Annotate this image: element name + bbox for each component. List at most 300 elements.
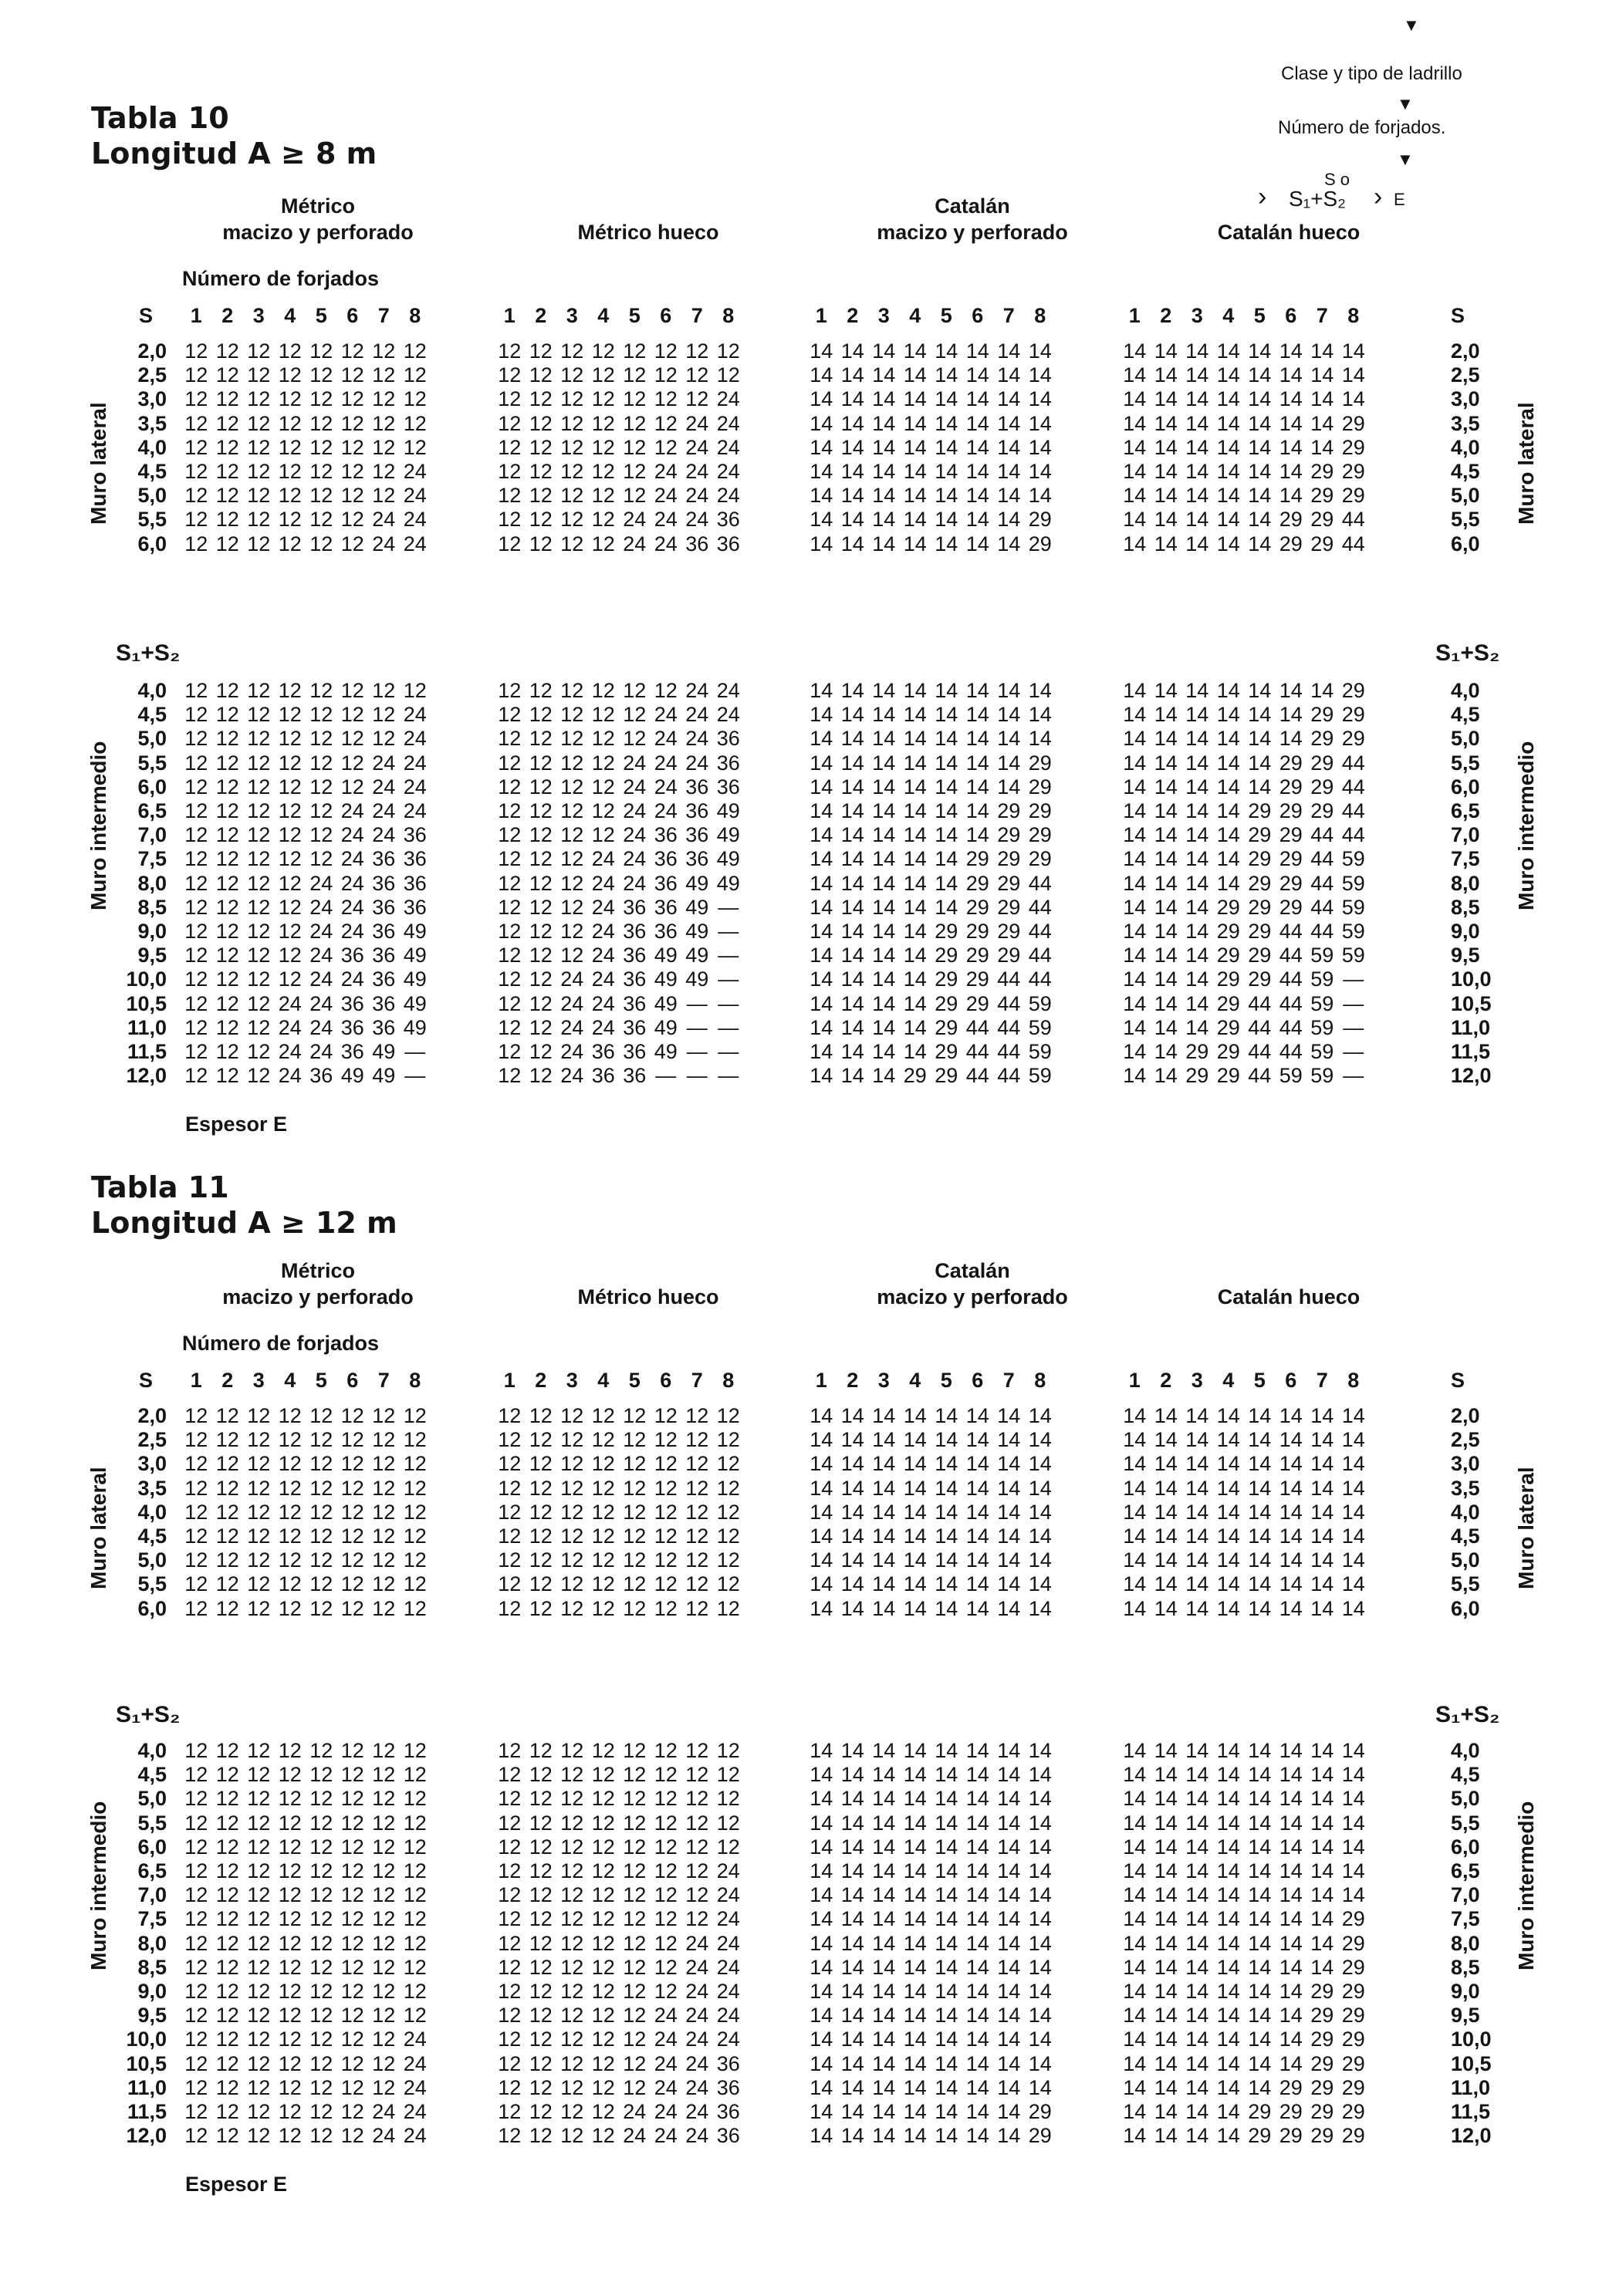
- table-cell: 12: [716, 1452, 740, 1476]
- table-cell: 12: [591, 1572, 615, 1596]
- table-cell: 24: [340, 920, 364, 943]
- table-cell: 14: [1154, 1500, 1178, 1524]
- table-cell: 12: [498, 920, 522, 943]
- table-cell: 14: [872, 411, 896, 435]
- table-cell: 14: [965, 508, 989, 532]
- table-cell: 14: [935, 2051, 958, 2075]
- table-cell: 14: [1123, 532, 1147, 555]
- table-cell: 14: [1310, 1596, 1334, 1620]
- table-cell: 24: [685, 2004, 709, 2028]
- table-cell: 14: [1028, 460, 1052, 483]
- group-line2: Métrico hueco: [577, 1285, 719, 1308]
- table-cell: 14: [1279, 2004, 1303, 2028]
- column-header-forjado: 7: [1002, 304, 1015, 327]
- table-cell: 14: [1185, 1476, 1209, 1500]
- table-cell: 14: [1248, 1835, 1272, 1859]
- table-cell: 12: [529, 435, 553, 459]
- table-cell: 14: [810, 2124, 833, 2148]
- row-s-value-right: 4,5: [1451, 1763, 1480, 1787]
- table-cell: 12: [309, 1500, 333, 1524]
- table-cell: 14: [997, 532, 1021, 555]
- table-cell: 12: [278, 363, 302, 387]
- table-cell: 14: [1279, 1404, 1303, 1427]
- table-cell: 14: [840, 727, 864, 751]
- row-s-value: 6,0: [137, 1835, 167, 1859]
- table-cell: 12: [278, 1404, 302, 1427]
- table-cell: 14: [1028, 1548, 1052, 1572]
- row-s-value: 8,5: [137, 895, 167, 919]
- table-cell: 14: [1216, 1452, 1240, 1476]
- table-cell: 14: [872, 363, 896, 387]
- table-cell: 24: [340, 967, 364, 991]
- table11-title: Tabla 11: [91, 1170, 229, 1204]
- table-cell: 44: [997, 991, 1021, 1015]
- table-cell: 14: [903, 1596, 927, 1620]
- table-cell: 12: [685, 1835, 709, 1859]
- table-cell: 12: [309, 799, 333, 822]
- table-cell: 14: [903, 435, 927, 459]
- table-cell: 24: [685, 2028, 709, 2051]
- table-cell: 14: [1028, 1955, 1052, 1979]
- row-s-value: 3,0: [137, 387, 167, 411]
- table-cell: 12: [372, 387, 396, 411]
- table-cell: 12: [560, 2075, 584, 2099]
- column-header-forjado: 7: [1002, 1369, 1015, 1392]
- table-cell: 12: [247, 1811, 271, 1835]
- row-s-value: 7,0: [137, 1883, 167, 1907]
- table-cell: 14: [1028, 1596, 1052, 1620]
- table-cell: 14: [1279, 679, 1303, 702]
- table-cell: 24: [685, 679, 709, 702]
- table-cell: 29: [1310, 2004, 1334, 2028]
- table-cell: 12: [247, 2028, 271, 2051]
- table-cell: 14: [872, 944, 896, 967]
- table-cell: 14: [935, 1787, 958, 1811]
- table-cell: 14: [1123, 2051, 1147, 2075]
- table-cell: 12: [372, 2051, 396, 2075]
- table-cell: 12: [215, 727, 239, 751]
- table-cell: 29: [1341, 484, 1365, 508]
- table-cell: 14: [1248, 460, 1272, 483]
- row-s-value-right: 5,0: [1451, 1787, 1480, 1811]
- table-cell: 12: [591, 1931, 615, 1955]
- table-cell: 12: [403, 411, 427, 435]
- table-cell: 14: [840, 1500, 864, 1524]
- table-cell: 12: [215, 1572, 239, 1596]
- table-cell: 29: [1248, 920, 1272, 943]
- row-s-value: 4,0: [137, 1739, 167, 1762]
- table-cell: 14: [1154, 871, 1178, 895]
- table-cell: 12: [215, 1859, 239, 1882]
- table-cell: 14: [1154, 679, 1178, 702]
- table-cell: 12: [309, 1980, 333, 2003]
- table-cell: 14: [1154, 435, 1178, 459]
- table-cell: 24: [716, 484, 740, 508]
- table-cell: 36: [716, 2100, 740, 2123]
- table-cell: 24: [278, 1015, 302, 1039]
- table-cell: 14: [965, 1500, 989, 1524]
- table-cell: 12: [498, 1596, 522, 1620]
- table-cell: 12: [403, 387, 427, 411]
- table-cell: 12: [623, 2051, 647, 2075]
- table-cell: 36: [654, 823, 678, 847]
- table-cell: 24: [560, 1040, 584, 1063]
- table-cell: 14: [1123, 1404, 1147, 1427]
- table-cell: 36: [372, 1015, 396, 1039]
- table-cell: 12: [623, 2004, 647, 2028]
- table-cell: —: [686, 1064, 708, 1088]
- table-cell: —: [404, 1064, 426, 1088]
- table-cell: 24: [654, 727, 678, 751]
- table-cell: 59: [1028, 991, 1052, 1015]
- column-header-forjado: 1: [190, 304, 202, 327]
- column-header-forjado: 4: [597, 1369, 610, 1392]
- table-cell: 12: [278, 2051, 302, 2075]
- table-cell: 12: [591, 1428, 615, 1452]
- table-cell: 12: [685, 363, 709, 387]
- table-cell: 14: [840, 1907, 864, 1931]
- table-cell: 12: [340, 387, 364, 411]
- group-line2: macizo y perforado: [877, 1285, 1068, 1308]
- table-cell: 12: [654, 1452, 678, 1476]
- row-s-value: 4,5: [137, 703, 167, 727]
- table-cell: 14: [1248, 363, 1272, 387]
- table-cell: 12: [278, 1524, 302, 1548]
- table-cell: 14: [1310, 1476, 1334, 1500]
- table-cell: 14: [1341, 1548, 1365, 1572]
- table-cell: 14: [1279, 1835, 1303, 1859]
- row-s-value-right: 3,0: [1451, 387, 1480, 411]
- table-cell: 14: [1123, 1596, 1147, 1620]
- table-cell: 12: [184, 1859, 208, 1882]
- table-cell: 12: [184, 2100, 208, 2123]
- table-cell: 29: [1279, 799, 1303, 822]
- row-s-value-right: 11,5: [1451, 1040, 1491, 1063]
- table-cell: 12: [309, 823, 333, 847]
- table-cell: 14: [1154, 991, 1178, 1015]
- group-line2: macizo y perforado: [877, 221, 1068, 244]
- table-cell: 14: [1185, 751, 1209, 775]
- table-cell: 14: [1185, 1859, 1209, 1882]
- group-line1: [502, 193, 795, 219]
- table-cell: 14: [840, 339, 864, 363]
- table-cell: 36: [685, 532, 709, 555]
- table-cell: 12: [278, 532, 302, 555]
- table-cell: 24: [372, 775, 396, 799]
- table-cell: 29: [1216, 991, 1240, 1015]
- table-cell: 14: [1154, 1452, 1178, 1476]
- table-cell: 14: [997, 411, 1021, 435]
- table-cell: —: [718, 967, 739, 991]
- table-cell: 29: [1310, 2100, 1334, 2123]
- row-s-value-right: 3,5: [1451, 1476, 1480, 1500]
- table-cell: 14: [1154, 1955, 1178, 1979]
- table-cell: 59: [1310, 967, 1334, 991]
- table-cell: 49: [403, 920, 427, 943]
- table-cell: 24: [654, 2004, 678, 2028]
- table-cell: 14: [997, 435, 1021, 459]
- table-cell: 14: [840, 1572, 864, 1596]
- table-cell: 14: [810, 460, 833, 483]
- table-cell: 24: [403, 484, 427, 508]
- table-cell: 14: [1310, 1787, 1334, 1811]
- table-cell: 44: [1341, 751, 1365, 775]
- table-cell: 49: [403, 967, 427, 991]
- table-cell: 24: [654, 508, 678, 532]
- table-cell: 12: [529, 339, 553, 363]
- table-cell: 12: [184, 727, 208, 751]
- table-cell: 12: [247, 2051, 271, 2075]
- table-cell: 14: [1279, 1980, 1303, 2003]
- table-cell: 14: [903, 508, 927, 532]
- table-cell: 24: [716, 2028, 740, 2051]
- table-cell: 12: [278, 1955, 302, 1979]
- table-cell: 12: [278, 895, 302, 919]
- table-cell: 12: [623, 1763, 647, 1787]
- table-cell: 14: [935, 1596, 958, 1620]
- table-cell: 49: [340, 1064, 364, 1088]
- table-cell: 12: [372, 1859, 396, 1882]
- table-cell: 59: [1028, 1015, 1052, 1039]
- row-s-value-right: 3,0: [1451, 1452, 1480, 1476]
- table-cell: 12: [372, 2028, 396, 2051]
- table-cell: 14: [1248, 679, 1272, 702]
- table-cell: 12: [498, 1040, 522, 1063]
- table-cell: 12: [654, 1476, 678, 1500]
- table-cell: 14: [840, 387, 864, 411]
- table-cell: 14: [997, 703, 1021, 727]
- table-cell: 29: [1216, 967, 1240, 991]
- table-cell: 14: [810, 679, 833, 702]
- table-cell: 14: [872, 920, 896, 943]
- table-cell: 14: [872, 1931, 896, 1955]
- table-cell: 12: [247, 1596, 271, 1620]
- table-cell: 14: [997, 1811, 1021, 1835]
- table-cell: 12: [654, 1787, 678, 1811]
- table-cell: 12: [498, 2028, 522, 2051]
- table-cell: 24: [685, 727, 709, 751]
- table-cell: 12: [498, 1500, 522, 1524]
- row-s-value-right: 2,5: [1451, 1428, 1480, 1452]
- table-cell: 14: [810, 823, 833, 847]
- table-cell: 12: [215, 1500, 239, 1524]
- table-cell: 12: [184, 751, 208, 775]
- table-cell: 36: [591, 1040, 615, 1063]
- table-cell: 14: [1185, 2124, 1209, 2148]
- table-cell: 12: [215, 363, 239, 387]
- table-cell: 12: [591, 1524, 615, 1548]
- table-cell: 14: [1154, 944, 1178, 967]
- table-cell: 14: [810, 1548, 833, 1572]
- table-cell: 12: [372, 1763, 396, 1787]
- table-cell: 12: [340, 2028, 364, 2051]
- table-cell: 24: [654, 2051, 678, 2075]
- table-cell: 29: [1028, 823, 1052, 847]
- table-cell: —: [718, 1064, 739, 1088]
- table-cell: 24: [591, 991, 615, 1015]
- column-header-forjado: 8: [722, 1369, 735, 1392]
- table-cell: 12: [716, 1811, 740, 1835]
- table-cell: 12: [247, 847, 271, 871]
- row-s-value-right: 10,5: [1451, 2051, 1492, 2075]
- row-s-value-right: 6,5: [1451, 799, 1480, 822]
- table-cell: 12: [403, 1883, 427, 1907]
- table-cell: 12: [309, 1787, 333, 1811]
- table-cell: 29: [1216, 895, 1240, 919]
- table-cell: 49: [403, 1015, 427, 1039]
- row-s-value-right: 2,5: [1451, 363, 1480, 387]
- table-cell: 14: [1154, 1787, 1178, 1811]
- table-cell: 36: [372, 991, 396, 1015]
- table-cell: 12: [560, 1596, 584, 1620]
- table-cell: 14: [903, 775, 927, 799]
- table-cell: 12: [278, 484, 302, 508]
- table-cell: 14: [997, 484, 1021, 508]
- table-cell: 12: [591, 1500, 615, 1524]
- table-cell: 14: [840, 1548, 864, 1572]
- table-cell: 14: [935, 1548, 958, 1572]
- legend-formula-e: E: [1394, 190, 1405, 209]
- table-cell: 14: [1216, 871, 1240, 895]
- table-cell: 36: [623, 1015, 647, 1039]
- table-cell: 24: [278, 1064, 302, 1088]
- table-cell: 12: [309, 1596, 333, 1620]
- table-cell: 12: [372, 1548, 396, 1572]
- table-cell: 12: [278, 799, 302, 822]
- table-cell: —: [718, 920, 739, 943]
- table-cell: 12: [215, 775, 239, 799]
- table-cell: 12: [623, 1739, 647, 1762]
- table-cell: 44: [1341, 775, 1365, 799]
- table-cell: —: [718, 944, 739, 967]
- row-s-value: 8,0: [137, 871, 167, 895]
- table-cell: 14: [840, 2004, 864, 2028]
- table-cell: 12: [654, 339, 678, 363]
- table-cell: 12: [654, 1835, 678, 1859]
- row-s-value: 4,5: [137, 1763, 167, 1787]
- table-cell: 12: [623, 411, 647, 435]
- table-cell: 59: [1279, 1064, 1303, 1088]
- table-cell: 14: [935, 460, 958, 483]
- table-cell: 12: [372, 1476, 396, 1500]
- table10-group-metrico: [164, 193, 472, 245]
- table-cell: 12: [498, 967, 522, 991]
- table-cell: 12: [623, 1452, 647, 1476]
- table-cell: 14: [872, 1787, 896, 1811]
- table-cell: 29: [1248, 895, 1272, 919]
- table-cell: 29: [1310, 2124, 1334, 2148]
- table-cell: 12: [309, 387, 333, 411]
- table-cell: 14: [903, 895, 927, 919]
- table-cell: 14: [840, 871, 864, 895]
- table-cell: 14: [1154, 411, 1178, 435]
- table-cell: 12: [685, 1500, 709, 1524]
- table-cell: 12: [215, 2124, 239, 2148]
- table-cell: 14: [1216, 775, 1240, 799]
- table-cell: 14: [1028, 2004, 1052, 2028]
- table-cell: 12: [529, 460, 553, 483]
- table-cell: 14: [1154, 703, 1178, 727]
- table-cell: 12: [278, 2004, 302, 2028]
- table-cell: 12: [529, 895, 553, 919]
- table-cell: 44: [1028, 920, 1052, 943]
- table-cell: 29: [1248, 823, 1272, 847]
- table-cell: 12: [498, 895, 522, 919]
- table-cell: 14: [935, 2075, 958, 2099]
- row-s-value-right: 2,0: [1451, 339, 1480, 363]
- row-s-value-right: 6,0: [1451, 532, 1480, 555]
- table-cell: 14: [1310, 1883, 1334, 1907]
- table-cell: 14: [903, 1500, 927, 1524]
- column-header-forjado: 8: [722, 304, 735, 327]
- row-s-value: 5,5: [137, 508, 167, 532]
- table-cell: 36: [403, 823, 427, 847]
- table-cell: 12: [309, 2004, 333, 2028]
- table-cell: 14: [840, 484, 864, 508]
- table-cell: —: [718, 1040, 739, 1063]
- table-cell: 24: [591, 871, 615, 895]
- table-cell: 12: [529, 1064, 553, 1088]
- table-cell: 12: [340, 2100, 364, 2123]
- table-cell: 14: [1216, 1404, 1240, 1427]
- table-cell: 14: [1248, 1572, 1272, 1596]
- table-cell: 12: [215, 920, 239, 943]
- intermedio-s-header: S₁+S₂: [116, 640, 181, 666]
- table-cell: 14: [965, 1428, 989, 1452]
- table-cell: 49: [716, 847, 740, 871]
- table-cell: 12: [716, 1787, 740, 1811]
- table-cell: 12: [716, 1596, 740, 1620]
- table-cell: 29: [1341, 435, 1365, 459]
- table-cell: 12: [685, 387, 709, 411]
- table-cell: 14: [1154, 2004, 1178, 2028]
- table-cell: 14: [1185, 1883, 1209, 1907]
- table-cell: 12: [184, 1763, 208, 1787]
- table-cell: 14: [872, 1572, 896, 1596]
- table-cell: 14: [1154, 387, 1178, 411]
- table-cell: 12: [278, 460, 302, 483]
- table-cell: 12: [278, 727, 302, 751]
- table-cell: 12: [498, 1859, 522, 1882]
- table-cell: 12: [560, 1955, 584, 1979]
- column-header-forjado: 4: [284, 1369, 296, 1392]
- column-header-forjado: 8: [1034, 304, 1046, 327]
- table-cell: 12: [184, 387, 208, 411]
- table-cell: 29: [1028, 2100, 1052, 2123]
- table-cell: 14: [935, 532, 958, 555]
- row-s-value: 4,0: [137, 1500, 167, 1524]
- table-cell: 14: [997, 1835, 1021, 1859]
- table-cell: 24: [372, 799, 396, 822]
- table-cell: 14: [810, 1980, 833, 2003]
- column-header-forjado: 7: [691, 304, 703, 327]
- table-cell: 12: [372, 1835, 396, 1859]
- table-cell: 12: [685, 1907, 709, 1931]
- table-cell: 14: [1216, 751, 1240, 775]
- table-cell: 14: [965, 1980, 989, 2003]
- table-cell: 12: [340, 508, 364, 532]
- column-header-forjado: 6: [660, 304, 672, 327]
- table-cell: 12: [278, 1548, 302, 1572]
- table-cell: 12: [498, 871, 522, 895]
- table-cell: 14: [872, 1428, 896, 1452]
- table-cell: 14: [1123, 1980, 1147, 2003]
- table-cell: 44: [1248, 1064, 1272, 1088]
- table-cell: 14: [1123, 387, 1147, 411]
- table-cell: 14: [1185, 2004, 1209, 2028]
- table-cell: 14: [965, 1787, 989, 1811]
- table-cell: 14: [810, 1883, 833, 1907]
